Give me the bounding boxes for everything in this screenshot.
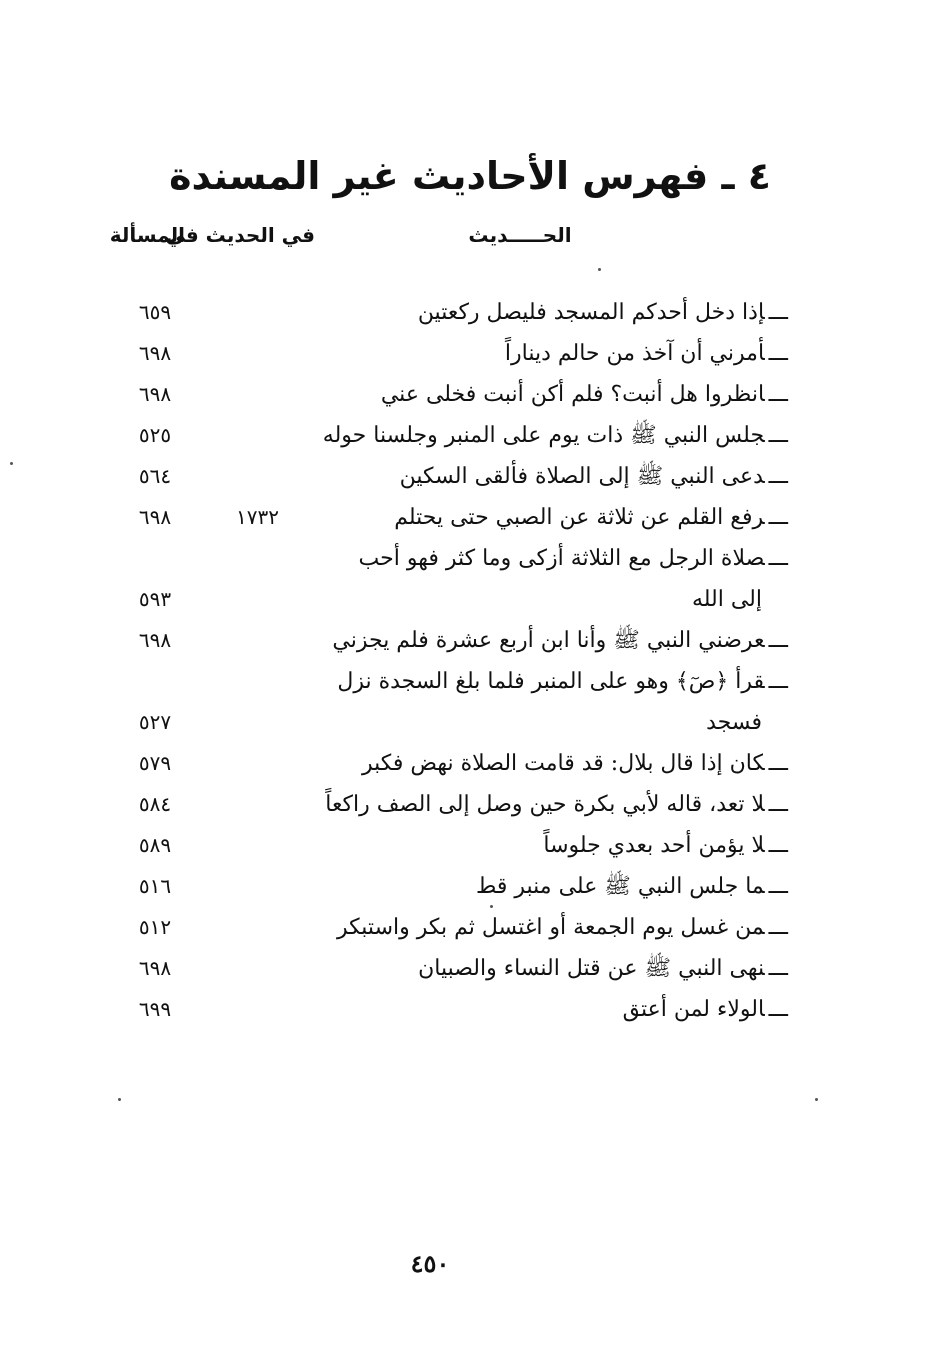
list-item [0,415,938,456]
list-item [0,456,938,497]
hadith-phrase: صلاة الرجل مع الثلاثة أزكى وما كثر فهو أحب [358,546,765,571]
hadith-text [308,907,788,948]
hadith-phrase: انظروا هل أنبت؟ فلم أكن أنبت فخلى عني [380,382,765,407]
hadith-text [308,497,788,538]
list-item [0,661,938,702]
masala-number: ٦٩٨ [138,956,172,980]
entry-dash: ـــ [768,751,788,776]
hadith-phrase: دعى النبي ﷺ إلى الصلاة فألقى السكين [399,464,765,489]
scan-speck [490,905,493,908]
hadith-phrase: إذا دخل أحدكم المسجد فليصل ركعتين [417,300,765,325]
entry-dash: ـــ [768,341,788,366]
list-item [0,538,938,579]
list-item [0,743,938,784]
masala-number: ٥٨٩ [138,833,172,857]
entry-dash: ـــ [768,628,788,653]
hadith-text [286,579,788,620]
list-item [0,784,938,825]
hadith-text [308,866,788,907]
masala-number: ٥٧٩ [138,751,172,775]
hadith-text [308,620,788,661]
column-header-hadith: الحـــــديث [468,223,572,247]
hadith-index-list [0,292,938,1030]
hadith-phrase: عرضني النبي ﷺ وأنا ابن أربع عشرة فلم يجزني [332,628,765,653]
hadith-text [308,661,788,702]
hadith-text [308,825,788,866]
page-number: ٤٥٠ [410,1249,450,1278]
masala-number: ٥٢٥ [138,423,172,447]
hadith-text [308,374,788,415]
hadith-text [308,415,788,456]
entry-dash: ـــ [768,464,788,489]
list-item-continuation [0,579,938,620]
masala-number: ٦٩٩ [138,997,172,1021]
entry-dash: ـــ [768,505,788,530]
list-item [0,333,938,374]
entry-dash: ـــ [768,792,788,817]
masala-number: ٥١٦ [138,874,172,898]
scan-speck [815,1098,818,1101]
column-header-masala: المسألة [109,223,185,247]
masala-number: ٥٦٤ [138,464,172,488]
masala-number: ٥٢٧ [138,710,172,734]
hadith-text [308,456,788,497]
list-item [0,292,938,333]
hadith-text [308,743,788,784]
scan-speck [10,462,13,465]
scan-speck [118,1098,121,1101]
hadith-phrase: من غسل يوم الجمعة أو اغتسل ثم بكر واستبكر [337,915,765,940]
hadith-phrase: ما جلس النبي ﷺ على منبر قط [475,874,765,899]
list-item [0,620,938,661]
page-title: ٤ ـ فهرس الأحاديث غير المسندة [169,154,771,198]
entry-dash: ـــ [768,997,788,1022]
hadith-text [308,784,788,825]
hadith-text [308,989,788,1030]
entry-dash: ـــ [768,300,788,325]
entry-dash: ـــ [768,669,788,694]
hadith-text [308,538,788,579]
entry-dash: ـــ [768,874,788,899]
hadith-phrase: جلس النبي ﷺ ذات يوم على المنبر وجلسنا حوله [322,423,765,448]
list-item [0,948,938,989]
list-item [0,866,938,907]
list-item [0,497,938,538]
hadith-text [308,292,788,333]
in-hadith-number: ١٧٣٢ [236,505,279,529]
list-item [0,989,938,1030]
masala-number: ٥١٢ [138,915,172,939]
masala-number: ٦٩٨ [138,341,172,365]
hadith-phrase: رفع القلم عن ثلاثة عن الصبي حتى يحتلم [394,505,765,530]
masala-number: ٥٨٤ [138,792,172,816]
entry-dash: ـــ [768,956,788,981]
hadith-phrase: كان إذا قال بلال: قد قامت الصلاة نهض فكبر [361,751,765,776]
hadith-text [308,948,788,989]
hadith-phrase: فسجد [706,710,762,735]
hadith-phrase: قرأ ﴿صٓ﴾ وهو على المنبر فلما بلغ السجدة نزل [337,669,765,694]
entry-dash: ـــ [768,423,788,448]
entry-dash: ـــ [768,915,788,940]
masala-number: ٦٥٩ [138,300,172,324]
masala-number: ٥٩٣ [138,587,172,611]
hadith-phrase: أمرني أن آخذ من حالم ديناراً [504,341,765,366]
hadith-text [286,702,788,743]
hadith-phrase: لا تعد، قاله لأبي بكرة حين وصل إلى الصف راكعاً [325,792,765,817]
hadith-phrase: إلى الله [691,587,762,612]
hadith-phrase: الولاء لمن أعتق [622,997,765,1022]
list-item [0,825,938,866]
masala-number: ٦٩٨ [138,628,172,652]
entry-dash: ـــ [768,833,788,858]
hadith-phrase: نهى النبي ﷺ عن قتل النساء والصبيان [418,956,765,981]
entry-dash: ـــ [768,382,788,407]
hadith-phrase: لا يؤمن أحد بعدي جلوساً [543,833,765,858]
scan-speck [598,268,601,271]
column-header-in-hadith: في الحديث في [165,223,315,247]
list-item [0,374,938,415]
masala-number: ٦٩٨ [138,505,172,529]
list-item [0,907,938,948]
entry-dash: ـــ [768,546,788,571]
list-item-continuation [0,702,938,743]
hadith-text [308,333,788,374]
masala-number: ٦٩٨ [138,382,172,406]
